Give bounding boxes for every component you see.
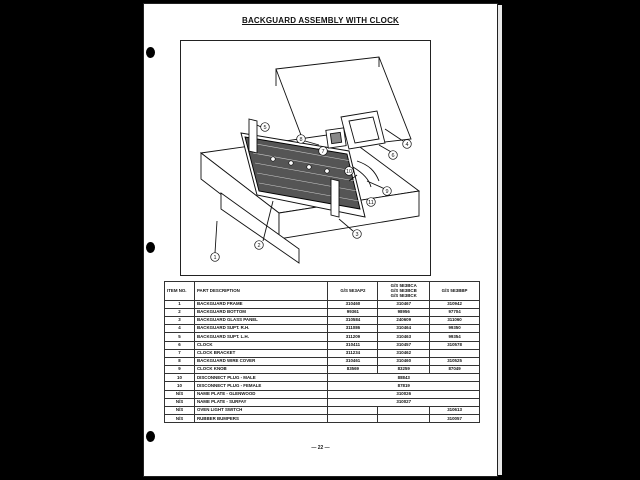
table-row [165, 374, 480, 382]
table-cell: 99361 [328, 308, 378, 316]
table-cell: 1 [165, 300, 195, 308]
svg-text:2: 2 [257, 243, 261, 249]
table-row [165, 366, 480, 374]
callout-10 [345, 167, 354, 176]
callout-1 [211, 253, 220, 262]
svg-text:10: 10 [345, 169, 353, 175]
table-cell: 310942 [430, 300, 480, 308]
table-cell: 87819 [328, 382, 480, 390]
table-cell: 310057 [430, 415, 480, 423]
table-cell: 5 [165, 333, 195, 341]
table-cell: 87049 [430, 366, 480, 374]
table-cell: N/S [165, 407, 195, 415]
svg-text:1: 1 [213, 255, 217, 261]
binder-hole-middle [146, 242, 155, 253]
table-cell: 310460 [328, 300, 378, 308]
table-cell: OVEN LIGHT SWITCH [194, 407, 328, 415]
table-cell: 310457 [378, 341, 430, 349]
table-cell [378, 407, 430, 415]
table-cell: NAME PLATE - SURFAY [194, 398, 328, 406]
header-item-no: ITEM NO. [165, 282, 195, 301]
table-cell: 310026 [328, 390, 480, 398]
table-cell: 311209 [328, 333, 378, 341]
table-cell: N/S [165, 390, 195, 398]
binder-hole-bottom [146, 431, 155, 442]
table-row [165, 415, 480, 423]
svg-text:8: 8 [299, 137, 303, 143]
callout-3 [353, 230, 362, 239]
page-number: — 22 — [311, 445, 330, 451]
exploded-diagram [180, 40, 431, 276]
table-cell: 99350 [430, 325, 480, 333]
table-cell: N/S [165, 398, 195, 406]
table-cell: DISCONNECT PLUG - FEMALE [194, 382, 328, 390]
table-cell: 310460 [378, 357, 430, 365]
table-row [165, 300, 480, 308]
header-model-2: G/S 5E3BCA G/S 5E3BCB G/S 5E3BCK [378, 282, 430, 301]
table-cell: 99354 [430, 333, 480, 341]
callout-5 [261, 123, 270, 132]
table-row [165, 341, 480, 349]
table-cell: 310463 [378, 333, 430, 341]
table-cell [328, 415, 378, 423]
table-cell: DISCONNECT PLUG - MALE [194, 374, 328, 382]
table-cell: 98956 [378, 308, 430, 316]
table-cell: BACKGUARD SUPT. L.H. [194, 333, 328, 341]
table-cell: 311086 [328, 325, 378, 333]
table-cell: 3 [165, 316, 195, 324]
table-cell: 310467 [378, 300, 430, 308]
table-cell: 6 [165, 341, 195, 349]
svg-text:9: 9 [385, 189, 389, 195]
table-cell: N/S [165, 415, 195, 423]
table-cell: 310464 [378, 325, 430, 333]
table-cell: BACKGUARD WIRE COVER [194, 357, 328, 365]
table-cell: 311234 [328, 349, 378, 357]
parts-table-header [165, 282, 480, 301]
table-row [165, 382, 480, 390]
header-model-1: G/S 5E3AP2 [328, 282, 378, 301]
table-row [165, 325, 480, 333]
table-cell: 310525 [430, 357, 480, 365]
table-cell: 83259 [378, 366, 430, 374]
parts-table [164, 281, 480, 423]
table-cell: 311060 [430, 316, 480, 324]
table-cell: 310578 [430, 341, 480, 349]
table-row [165, 308, 480, 316]
page-edge [498, 5, 502, 475]
table-row [165, 390, 480, 398]
table-cell: 310461 [328, 357, 378, 365]
header-model-3: G/S 5E3BBP [430, 282, 480, 301]
table-cell: RUBBER BUMPERS [194, 415, 328, 423]
table-cell: CLOCK [194, 341, 328, 349]
header-part-description: PART DESCRIPTION [194, 282, 328, 301]
binder-hole-top [146, 47, 155, 58]
table-cell: NAME PLATE - GLENWOOD [194, 390, 328, 398]
table-cell: 310027 [328, 398, 480, 406]
table-row [165, 357, 480, 365]
table-cell: CLOCK KNOB [194, 366, 328, 374]
table-cell [378, 415, 430, 423]
callout-8 [297, 135, 306, 144]
callout-6 [389, 151, 398, 160]
callout-4 [403, 140, 412, 149]
table-cell: BACKGUARD FRAME [194, 300, 328, 308]
table-cell: 310613 [430, 407, 480, 415]
svg-text:3: 3 [355, 232, 359, 238]
table-cell: 8 [165, 357, 195, 365]
table-row [165, 333, 480, 341]
parts-table-body [165, 300, 480, 423]
table-cell: CLOCK BRACKET [194, 349, 328, 357]
table-cell: BACKGUARD BOTTOM [194, 308, 328, 316]
table-cell: 83569 [328, 366, 378, 374]
table-cell: 2 [165, 308, 195, 316]
table-cell: 310411 [328, 341, 378, 349]
table-row [165, 407, 480, 415]
table-cell: 97704 [430, 308, 480, 316]
table-row [165, 349, 480, 357]
table-cell: 4 [165, 325, 195, 333]
table-row [165, 316, 480, 324]
callout-11 [367, 198, 376, 207]
table-cell: 10 [165, 374, 195, 382]
svg-text:11: 11 [368, 200, 374, 206]
document-page [143, 3, 498, 477]
table-cell: 310584 [328, 316, 378, 324]
svg-text:5: 5 [263, 125, 267, 131]
table-cell: 10 [165, 382, 195, 390]
table-cell: 240609 [378, 316, 430, 324]
svg-text:6: 6 [391, 153, 395, 159]
page-title: BACKGUARD ASSEMBLY WITH CLOCK [241, 16, 400, 25]
table-cell: 7 [165, 349, 195, 357]
table-row [165, 398, 480, 406]
callout-9 [383, 187, 392, 196]
table-cell [328, 407, 378, 415]
svg-text:7: 7 [321, 149, 325, 155]
exploded-view-drawing [181, 41, 430, 275]
callout-2 [255, 241, 264, 250]
table-cell: 88843 [328, 374, 480, 382]
table-cell [430, 349, 480, 357]
callout-7 [319, 147, 328, 156]
table-cell: 310462 [378, 349, 430, 357]
table-cell: 9 [165, 366, 195, 374]
table-cell: BACKGUARD GLASS PANEL [194, 316, 328, 324]
svg-text:4: 4 [405, 142, 409, 148]
table-cell: BACKGUARD SUPT. R.H. [194, 325, 328, 333]
